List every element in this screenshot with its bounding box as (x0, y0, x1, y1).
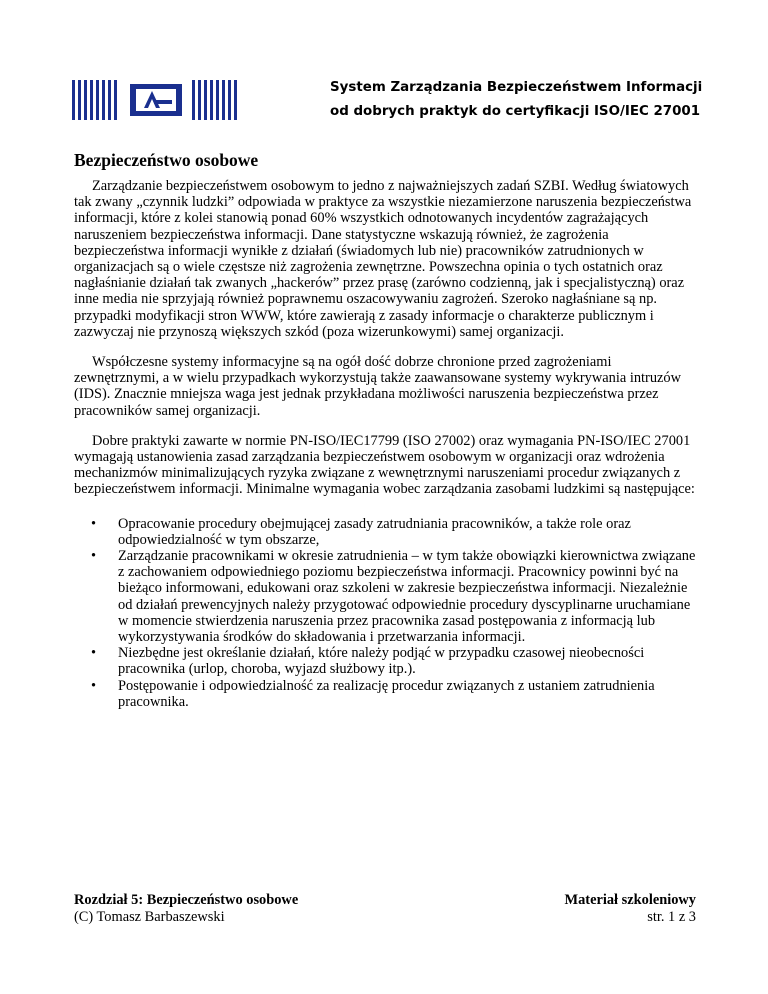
footer-left (74, 892, 298, 926)
list-item-text: Opracowanie procedury obejmującej zasady zatrudniania pracowników, a także role oraz odpowiedzialność w tym obszarze, (118, 515, 631, 548)
list-item (91, 548, 700, 646)
bullet-icon: • (91, 645, 97, 662)
paragraph: Dobre praktyki zawarte w normie PN-ISO/IEC17799 (ISO 27002) oraz wymagania PN-ISO/IEC 27001 wymagają ustanowienia zasad zarządzania bezpieczeństwem osobowym w organizacji oraz wdrożenia mechanizmów minimalizujących ryzyka związane z wewnętrznymi naruszeniami procedur związanych z bezpieczeństwem informacji. Minimalne wymagania wobec zarządzania zasobami ludzkimi są następujące: (74, 432, 695, 498)
bullet-icon: • (91, 515, 97, 532)
aba-logo (72, 80, 240, 120)
list-item-text: Postępowanie i odpowiedzialność za realizację procedur związanych z ustaniem zatrudnienia pracownika. (118, 677, 655, 710)
footer-author: (C) Tomasz Barbaszewski (74, 909, 225, 925)
list-item-text: Zarządzanie pracownikami w okresie zatrudnienia – w tym także obowiązki kierownictwa związane z zachowaniem odpowiedniego poziomu bezpieczeństwa informacji. Pracownicy powinni być na bieżąco informowani, edukowani oraz szkoleni w zakresie bezpieczeństwa informacji. Niezależnie od działań prewencyjnych należy przygotować odpowiednie procedury dyscyplinarne uruchamiane w momencie stwierdzenia naruszenia przez pracownika zasad postępowania z informacją lub wykorzystywania środków do składowania i przetwarzania informacji. (118, 548, 696, 646)
header-title: System Zarządzania Bezpieczeństwem Informacji (330, 80, 703, 95)
bullet-icon: • (91, 677, 97, 694)
footer-page-number: str. 1 z 3 (647, 909, 696, 925)
footer-right (565, 892, 697, 926)
footer-chapter: Rozdział 5: Bezpieczeństwo osobowe (74, 892, 299, 908)
list-item-text: Niezbędne jest określanie działań, które należy podjąć w przypadku czasowej nieobecności pracownika (urlop, choroba, wyjazd służbowy itp.). (118, 645, 645, 678)
footer-material: Materiał szkoleniowy (564, 892, 696, 908)
header-subtitle: od dobrych praktyk do certyfikacji ISO/IEC 27001 (330, 104, 701, 119)
paragraph: Współczesne systemy informacyjne są na ogół dość dobrze chronione przed zagrożeniami zewnętrznymi, a w wielu przypadkach wykorzystują także zaawansowane systemy wykrywania intruzów (IDS). Znacznie mniejsza waga jest jednak przykładana możliwości naruszenia bezpieczeństwa przez pracowników samej organizacji. (74, 354, 681, 419)
list-item (91, 645, 700, 678)
paragraph: Zarządzanie bezpieczeństwem osobowym to jedno z najważniejszych zadań SZBI. Według światowych tak zwany „czynnik ludzki” odpowiada w praktyce za wszystkie niezamierzone naruszenia bezpieczeństwa informacji, które z kolei stanowią ponad 60% wszystkich odnotowanych incydentów zagrażających naruszeniem bezpieczeństwa informacji. Dane statystyczne wskazują również, że zagrożenia bezpieczeństwa informacji wynikłe z działań (świadomych lub nie) pracowników zatrudnionych w organizacjach są o wiele częstsze niż zagrożenia zewnętrzne. Powszechna opinia o tych ostatnich oraz nagłaśnianie działań tak zwanych „hackerów” przez prasę (zarówno codzienną, jak i specjalistyczną) oraz inne media nie sprzyjają również poprawnemu oszacowywaniu zagrożeń. Szeroko nagłaśniane są np. przypadki modyfikacji stron WWW, które zawierają z zasady informacje o charakterze publicznym i zazwyczaj nie przynoszą większych szkód (poza wizerunkowymi) samej organizacji. (74, 178, 692, 340)
document-body (74, 178, 700, 710)
bullet-icon: • (91, 548, 97, 565)
page-header (0, 0, 768, 140)
requirements-list (74, 516, 700, 710)
list-item (91, 515, 700, 548)
list-item (91, 677, 700, 710)
section-title: Bezpieczeństwo osobowe (74, 150, 259, 170)
